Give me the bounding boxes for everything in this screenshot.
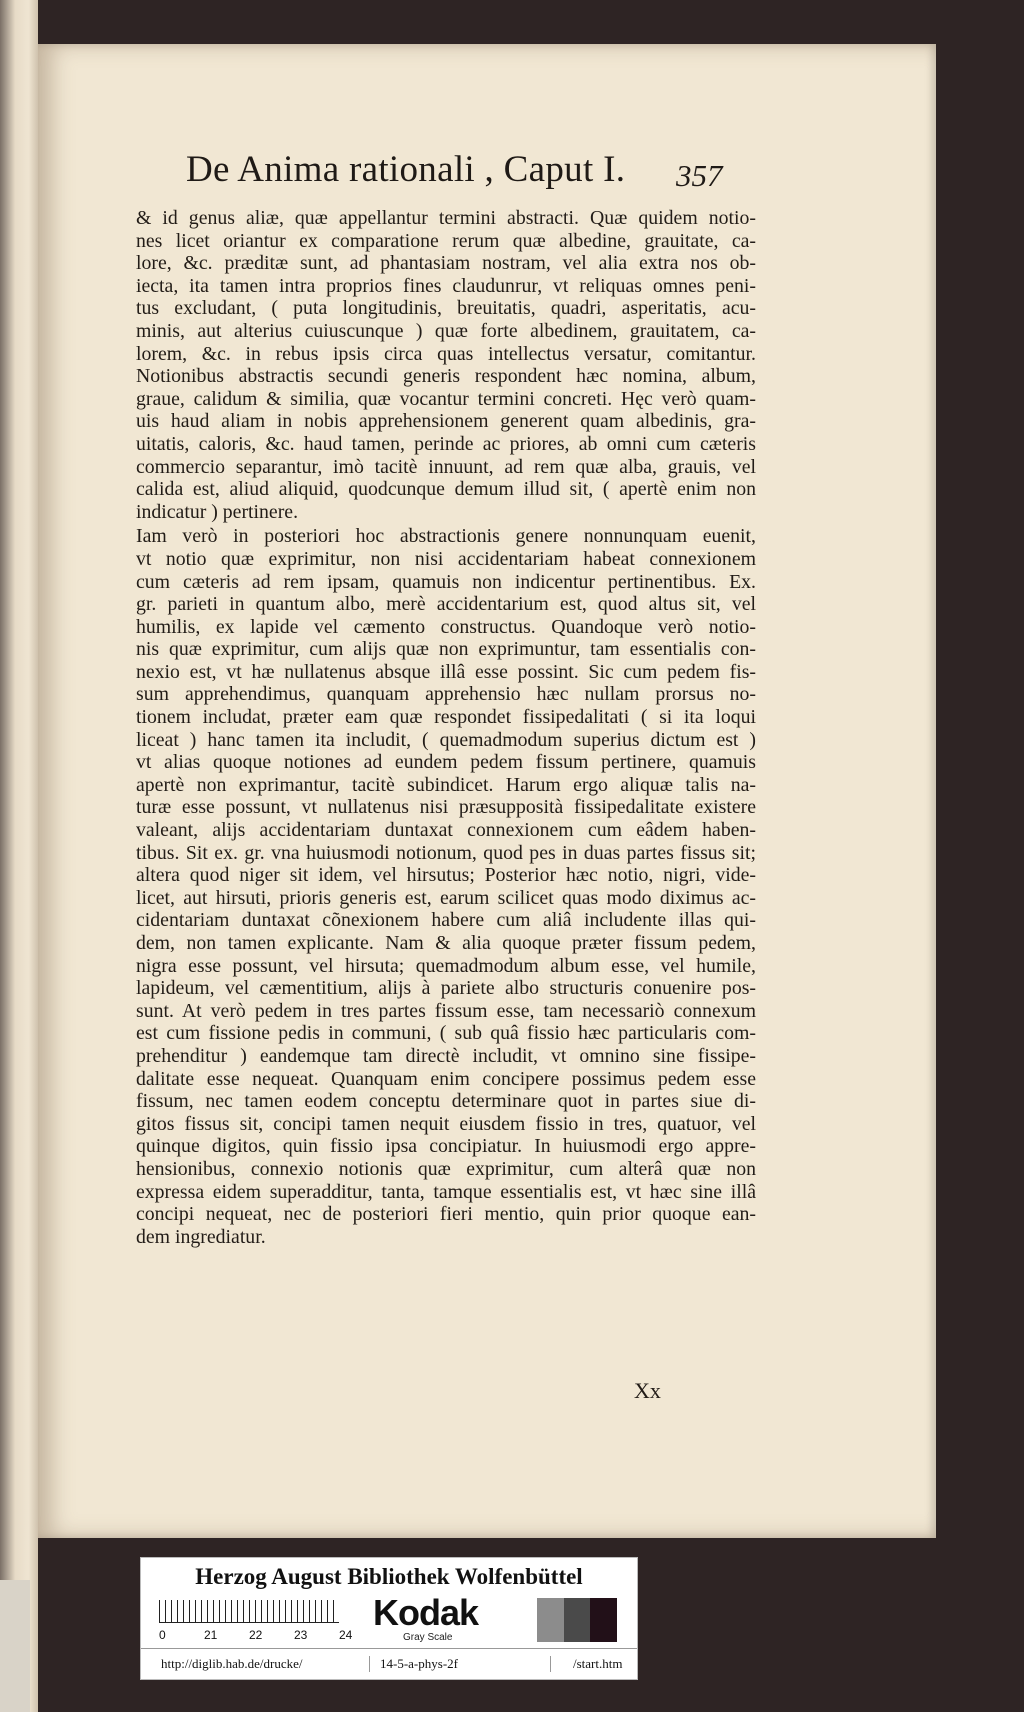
text-line: sunt. At verò pedem in tres partes fissum esse, tam necessariò connexum — [136, 999, 756, 1022]
color-target-card — [140, 1557, 638, 1680]
text-line: sum apprehendimus, quanquam apprehensio hæc nullam prorsus no- — [136, 683, 756, 706]
text-line: uis haud aliam in nobis apprehensionem generent quam albedinis, gra- — [136, 410, 756, 433]
text-line: tionem includat, præter eam quæ respondet fissipedalitati ( si ita loqui — [136, 706, 756, 729]
gray-swatches — [537, 1598, 617, 1642]
ruler-number: 21 — [204, 1628, 218, 1642]
text-line: hensionibus, connexio notionis quæ exprimitur, cum alterâ quæ non — [136, 1157, 756, 1180]
ruler-number: 23 — [294, 1628, 308, 1642]
text-line: apertè non exprimantur, tacitè subindicet. Harum ergo aliquæ talis na- — [136, 773, 756, 796]
paragraph — [136, 207, 756, 523]
text-line: nis quæ exprimitur, cum alijs quæ non exprimuntur, tam essentialis con- — [136, 638, 756, 661]
running-head: De Anima rationali , Caput I. — [186, 149, 626, 190]
text-line: altera quod niger sit idem, vel hirsutus; Posterior hæc notio, nigri, vide- — [136, 864, 756, 887]
text-line: licet, aut hirsuti, prioris generis est, earum scilicet quas modo diximus ac- — [136, 886, 756, 909]
text-line: graue, calidum & similia, quæ vocantur termini concreti. Hęc verò quam- — [136, 387, 756, 410]
text-line: vt notio quæ exprimitur, non nisi accidentariam habeat connexionem — [136, 547, 756, 570]
text-line: lore, &c. præditæ sunt, ad phantasiam nostram, vel alia extra nos ob- — [136, 252, 756, 275]
text-line: est cum fissione pedis in communi, ( sub quâ fissio hæc particularis com- — [136, 1022, 756, 1045]
book-page — [38, 44, 936, 1538]
text-line: dem ingrediatur. — [136, 1225, 266, 1248]
ruler-number: 24 — [339, 1628, 353, 1642]
page-header — [38, 148, 936, 204]
text-line: lorem, &c. in rebus ipsis circa quas intellectus versatur, comitantur. — [136, 342, 756, 365]
text-line: Iam verò in posteriori hoc abstractionis genere nonnunquam euenit, — [136, 525, 756, 548]
text-line: Notionibus abstractis secundi generis respondent hæc nomina, album, — [136, 365, 756, 388]
text-line: dem, non tamen explicante. Nam & alia quoque præter fissum pedem, — [136, 932, 756, 954]
text-line: quinque digitos, quin fissio ipsa concipiatur. In huiusmodi ergo appre- — [136, 1135, 756, 1158]
text-line: liceat ) hanc tamen ita includit, ( quemadmodum superius dictum est ) — [136, 728, 756, 751]
gray-swatch — [590, 1598, 617, 1642]
ruler-number: 0 — [159, 1628, 166, 1642]
digital-library-url: http://diglib.hab.de/drucke/ — [161, 1656, 303, 1671]
page-number: 357 — [676, 158, 723, 193]
text-line: concipi nequeat, nec de posteriori fieri mentio, quin prior quoque ean- — [136, 1203, 756, 1226]
text-line: lapideum, vel cæmentitium, alijs à pariete albo structuris conuenire pos- — [136, 977, 756, 1000]
gray-swatch — [564, 1598, 591, 1642]
left-page-strip — [0, 1580, 30, 1712]
library-name: Herzog August Bibliothek Wolfenbüttel — [195, 1564, 583, 1589]
text-line: humilis, ex lapide vel cæmento constructus. Quandoque verò notio- — [136, 615, 756, 638]
text-line: turæ esse possunt, vt nullatenus nisi præsupposità fissipedalitate existere — [136, 796, 756, 819]
text-line: dalitate esse nequeat. Quanquam enim concipere possimus pedem esse — [136, 1067, 756, 1090]
text-line: commercio separantur, imò tacitè innuunt, ad rem quæ alba, grauis, vel — [136, 455, 756, 478]
text-line: tibus. Sit ex. gr. vna huiusmodi notionum, quod pes in duas partes fissus sit; — [136, 841, 756, 864]
text-line: indicatur ) pertinere. — [136, 500, 299, 523]
kodak-logo: Kodak — [373, 1592, 479, 1633]
signature-mark: Xx — [634, 1378, 661, 1403]
text-line: iecta, ita tamen intra proprios fines claudunrur, vt reliquas omnes peni- — [136, 274, 756, 297]
text-line: & id genus aliæ, quæ appellantur termini abstracti. Quæ quidem notio- — [136, 207, 756, 229]
text-line: nexio est, vt hæ nullatenus absque illâ esse possint. Sic cum pedem fis- — [136, 660, 756, 683]
ruler-numbers — [159, 1628, 384, 1642]
text-line: uitatis, caloris, &c. haud tamen, perinde ac priores, ab omni cum cæteris — [136, 432, 756, 455]
text-line: tus excludant, ( puta longitudinis, breuitatis, quadri, asperitatis, acu- — [136, 297, 756, 320]
shelfmark: 14-5-a-phys-2f — [369, 1656, 550, 1672]
text-line: minis, aut alterius cuiuscunque ) quæ forte albedinem, grauitatem, ca- — [136, 319, 756, 342]
text-line: vt alias quoque notiones ad eundem pedem fissum pertinere, quamuis — [136, 751, 756, 774]
text-line: nes licet oriantur ex comparatione rerum quæ albedine, grauitate, ca- — [136, 229, 756, 252]
paragraph — [136, 525, 756, 1248]
card-footer — [141, 1648, 637, 1679]
text-line: expressa eidem superadditur, tanta, tamque essentialis est, vt hæc sine illâ — [136, 1180, 756, 1203]
text-line: fissum, nec tamen eodem conceptu determinare quot in partes siue di- — [136, 1090, 756, 1113]
text-line: nigra esse possunt, vel hirsuta; quemadmodum album esse, vel humile, — [136, 954, 756, 977]
text-line: calida est, aliud aliquid, quodcunque demum illud sit, ( apertè enim non — [136, 478, 756, 501]
start-link: /start.htm — [550, 1656, 622, 1672]
body-text — [136, 207, 756, 1248]
gray-swatch — [537, 1598, 564, 1642]
text-line: prehenditur ) eandemque tam directè includit, vt omnino sine fissipe- — [136, 1044, 756, 1067]
text-line: gr. parieti in quantum albo, merè accidentarium est, quod altus sit, vel — [136, 593, 756, 616]
facing-page-edge — [0, 0, 38, 1712]
text-line: gitos fissus sit, concipi tamen nequit eiusdem fissio in tres, quatuor, vel — [136, 1112, 756, 1135]
gray-scale-label: Gray Scale — [403, 1632, 453, 1643]
ruler-number: 22 — [249, 1628, 263, 1642]
text-line: cidentariam duntaxat cõnexionem habere cum aliâ includente illas qui- — [136, 909, 756, 932]
ruler-scale — [159, 1600, 339, 1623]
text-line: cum cæteris ad rem ipsam, quamuis non indicentur pertinentibus. Ex. — [136, 570, 756, 593]
text-line: valeant, alijs accidentariam duntaxat connexionem cum eâdem haben- — [136, 819, 756, 842]
